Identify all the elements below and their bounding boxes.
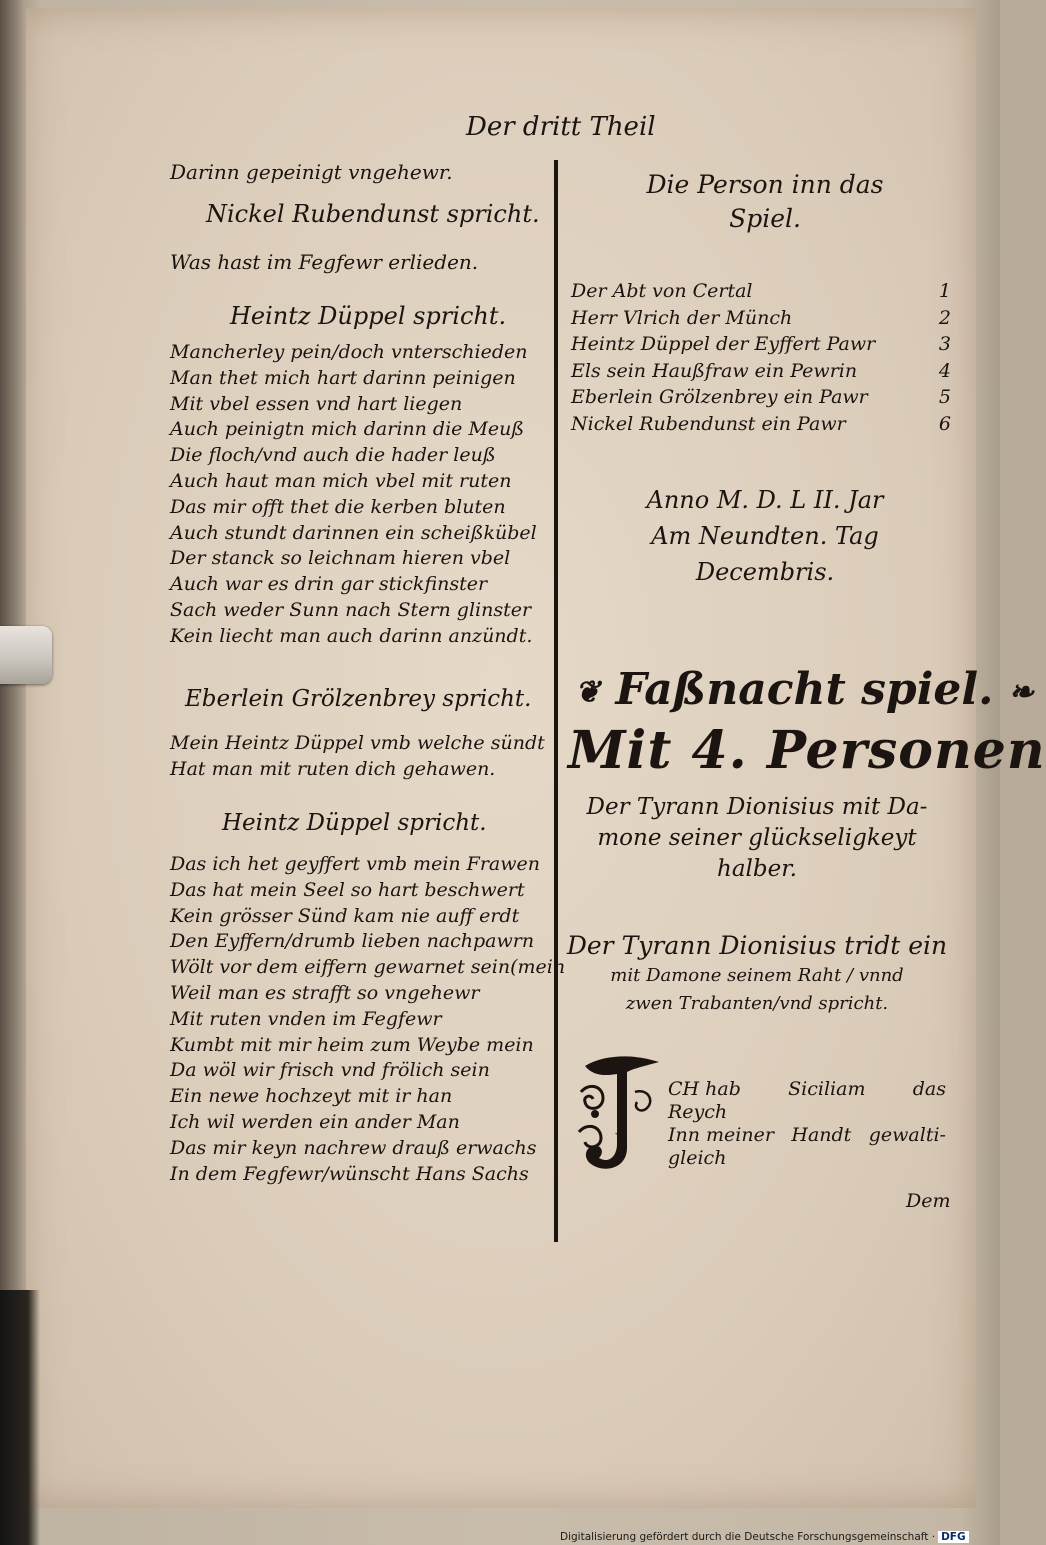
- cast-number: 4: [938, 359, 951, 382]
- cast-number: 6: [938, 412, 951, 435]
- play-title: [575, 664, 1034, 715]
- page-clip: [0, 626, 52, 684]
- speech-block: [170, 340, 537, 650]
- stage-direction: [566, 930, 948, 1018]
- dramatis-personae-title: [600, 168, 930, 236]
- verse-word: gleich: [668, 1147, 727, 1169]
- catchword: Dem: [906, 1190, 951, 1212]
- verse-line: Das hat mein Seel so hart beschwert: [170, 878, 525, 901]
- running-head: Der dritt Theil: [466, 112, 656, 142]
- verse-line: Das ich het geyffert vmb mein Frawen: [170, 853, 541, 875]
- speaker-heading: Heintz Düppel spricht.: [222, 810, 487, 836]
- cast-name: Eberlein Grölzenbrey ein Pawr: [571, 386, 868, 408]
- cast-entry: [571, 411, 951, 438]
- verse-word: CH hab: [668, 1078, 741, 1100]
- date-line: Anno M. D. L II. Jar: [646, 486, 884, 514]
- verse-word: Siciliam: [788, 1078, 866, 1100]
- verse-line: Mancherley pein/doch vnterschieden: [170, 341, 528, 363]
- cast-entry: [571, 305, 951, 332]
- verse-line: [668, 1078, 946, 1101]
- verse-line: Wölt vor dem eiffern gewarnet sein(mein: [170, 956, 566, 979]
- cast-entry: [571, 331, 951, 358]
- verse-word: Handt: [791, 1124, 852, 1146]
- cast-number: 5: [938, 386, 951, 408]
- dramatis-title-line: Die Person inn das: [646, 170, 884, 199]
- verse-word: gewalti-: [868, 1124, 946, 1146]
- date-block: [600, 482, 930, 590]
- cast-list: [571, 278, 951, 437]
- verse-word: Reych: [668, 1101, 728, 1123]
- play-subtitle: [566, 792, 948, 885]
- speaker-heading: Nickel Rubendunst spricht.: [206, 200, 540, 228]
- verse-line: Ein newe hochzeyt mit ir han: [170, 1085, 453, 1108]
- speech-block: [170, 852, 565, 1187]
- left-top-line: Darinn gepeinigt vngehewr.: [170, 160, 453, 184]
- verse-line: Mein Heintz Düppel vmb welche sündt: [170, 732, 545, 754]
- play-persons: Mit 4. Personen: [568, 720, 1046, 781]
- verse-line: Die floch/vnd auch die hader leuß: [170, 444, 496, 467]
- cast-entry: [571, 384, 951, 411]
- verse-line: In dem Fegfewr/wünscht Hans Sachs: [170, 1162, 529, 1185]
- subtitle-line: Der Tyrann Dionisius mit Da-: [586, 794, 928, 820]
- verse-line: Kein liecht man auch darinn anzündt.: [170, 624, 533, 647]
- speaker-heading: Heintz Düppel spricht.: [230, 302, 507, 330]
- cast-name: Nickel Rubendunst ein Pawr: [571, 412, 846, 435]
- verse-line: Auch peinigtn mich darinn die Meuß: [170, 418, 525, 441]
- stage-direction-line: zwen Trabanten/vnd spricht.: [625, 993, 889, 1014]
- initial-letter: J: [616, 1121, 622, 1135]
- opening-verse: [668, 1078, 946, 1170]
- verse-line: Mit vbel essen vnd hart liegen: [170, 392, 463, 415]
- cast-name: Der Abt von Certal: [571, 280, 753, 302]
- subtitle-line: mone seiner glückseligkeyt: [597, 825, 917, 851]
- page-shadow-edge: [0, 1290, 40, 1545]
- verse-line: Der stanck so leichnam hieren vbel: [170, 547, 511, 570]
- verse-line: Sach weder Sunn nach Stern glinster: [170, 598, 532, 621]
- cast-name: Heintz Düppel der Eyffert Pawr: [571, 333, 876, 355]
- verse-line: Weil man es strafft so vngehewr: [170, 981, 480, 1004]
- cast-number: 3: [938, 333, 951, 355]
- verse-line: Mit ruten vnden im Fegfewr: [170, 1007, 442, 1030]
- verse-word: Inn meiner: [668, 1124, 774, 1146]
- verse-line: Auch war es drin gar stickfinster: [170, 573, 488, 596]
- cast-number: 1: [938, 280, 951, 302]
- dramatis-title-line: Spiel.: [729, 204, 801, 233]
- verse-line: Ich wil werden ein ander Man: [170, 1110, 460, 1133]
- subtitle-line: halber.: [717, 856, 797, 882]
- speech-block: [170, 731, 545, 783]
- verse-line: Den Eyffern/drumb lieben nachpawrn: [170, 930, 535, 953]
- speech-line: Was hast im Fegfewr erlieden.: [170, 250, 479, 274]
- verse-line: Das mir offt thet die kerben bluten: [170, 495, 506, 518]
- footer-credit: [560, 1531, 969, 1543]
- speaker-heading: Eberlein Grölzenbrey spricht.: [185, 686, 532, 712]
- cast-name: Herr Vlrich der Münch: [571, 306, 793, 329]
- cast-entry: [571, 358, 951, 385]
- cast-number: 2: [938, 306, 951, 329]
- verse-line: Kein grösser Sünd kam nie auff erdt: [170, 904, 520, 927]
- verse-line: [668, 1124, 946, 1147]
- footer-credit-text: Digitalisierung gefördert durch die Deutsche Forschungsgemeinschaft ·: [560, 1531, 936, 1543]
- verse-line: Kumbt mit mir heim zum Weybe mein: [170, 1033, 534, 1056]
- fleuron-left-icon: ❦: [575, 675, 601, 710]
- stage-direction-small: [566, 962, 948, 1018]
- verse-line: Das mir keyn nachrew drauß erwachs: [170, 1136, 537, 1159]
- fleuron-right-icon: ❧: [1008, 675, 1034, 710]
- verse-line: Auch haut man mich vbel mit ruten: [170, 469, 512, 492]
- verse-line: [668, 1101, 946, 1124]
- verse-line: [668, 1147, 946, 1170]
- cast-entry: [571, 278, 951, 305]
- stage-direction-line: Der Tyrann Dionisius tridt ein: [566, 931, 948, 960]
- verse-word: das: [912, 1078, 946, 1100]
- decorated-initial-icon: [575, 1052, 663, 1176]
- verse-line: Auch stundt darinnen ein scheißkübel: [170, 521, 537, 544]
- date-line: Am Neundten. Tag: [651, 522, 879, 550]
- verse-line: Man thet mich hart darinn peinigen: [170, 366, 516, 389]
- play-title-text: Faßnacht spiel.: [615, 664, 994, 715]
- date-line: Decembris.: [695, 558, 835, 586]
- verse-line: Da wöl wir frisch vnd frölich sein: [170, 1059, 490, 1082]
- cast-name: Els sein Haußfraw ein Pewrin: [571, 359, 858, 382]
- stage-direction-line: mit Damone seinem Raht / vnnd: [610, 965, 904, 986]
- verse-line: Hat man mit ruten dich gehawen.: [170, 757, 496, 780]
- dfg-logo: DFG: [938, 1531, 969, 1543]
